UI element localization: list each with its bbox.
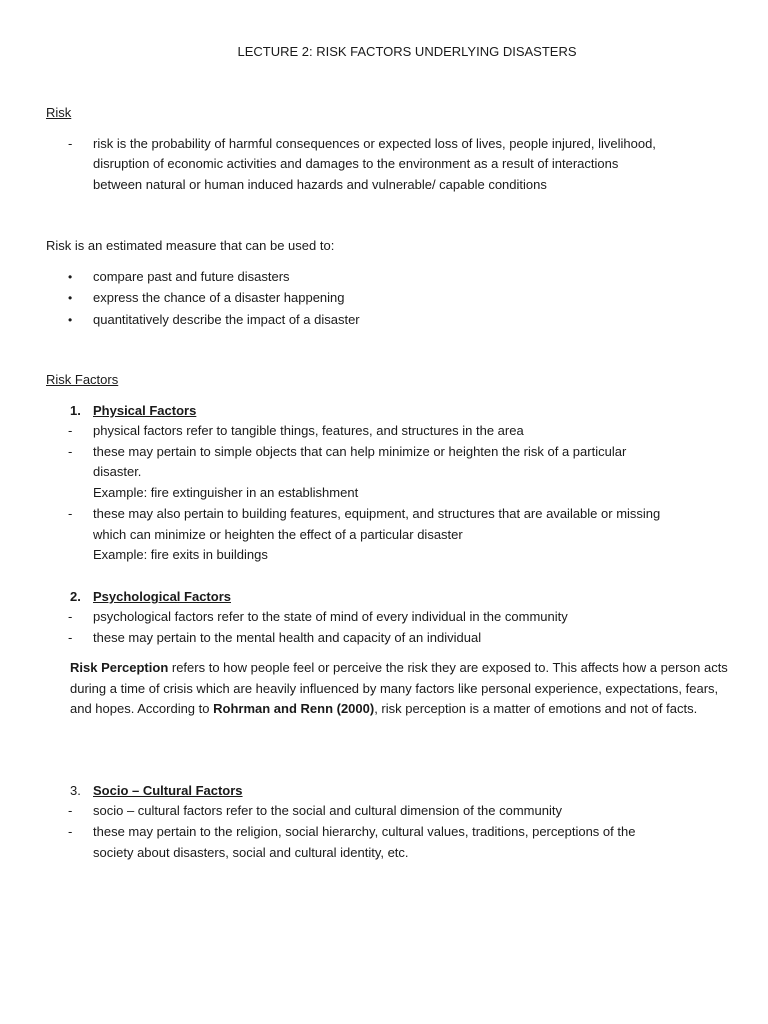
dash-marker: - [68, 444, 73, 459]
socio-cultural-line: socio – cultural factors refer to the social and cultural dimension of the community [93, 803, 562, 818]
psychological-line: psychological factors refer to the state of mind of every individual in the community [93, 609, 568, 624]
physical-line: disaster. [93, 464, 142, 479]
risk-heading: Risk [46, 105, 72, 120]
dash-marker: - [68, 630, 73, 645]
page-title: LECTURE 2: RISK FACTORS UNDERLYING DISASTERS [237, 44, 577, 59]
socio-cultural-line: these may pertain to the religion, social hierarchy, cultural values, traditions, perceptions of the [93, 824, 636, 839]
dash-marker: - [68, 423, 73, 438]
bullet-item: compare past and future disasters [93, 269, 290, 284]
physical-factors-heading: Physical Factors [93, 403, 197, 418]
psychological-factors-heading: Psychological Factors [93, 589, 231, 604]
risk-factors-heading: Risk Factors [46, 372, 119, 387]
socio-cultural-factors-heading: Socio – Cultural Factors [93, 783, 243, 798]
bullet-item: quantitatively describe the impact of a disaster [93, 312, 360, 327]
citation: Rohrman and Renn (2000) [213, 701, 375, 717]
physical-line: these may also pertain to building features, equipment, and structures that are available or missing [93, 506, 661, 521]
dash-marker: - [68, 609, 73, 624]
risk-perception-text: refers to how people feel or perceive the risk they are exposed to. This affects how a person acts during a time of crisis which are heavily influenced by many factors like personal experience, expectations, fears, and hopes. According to [70, 660, 728, 717]
risk-definition-line: risk is the probability of harmful consequences or expected loss of lives, people injured, livelihood, [93, 136, 656, 151]
socio-cultural-line: society about disasters, social and cultural identity, etc. [93, 845, 409, 860]
bullet-icon: • [68, 291, 73, 305]
dash-marker: - [68, 824, 73, 839]
risk-definition-line: between natural or human induced hazards and vulnerable/ capable conditions [93, 177, 547, 192]
dash-marker: - [68, 803, 73, 818]
dash-marker: - [68, 506, 73, 521]
risk-perception-term: Risk Perception [70, 660, 169, 675]
list-number: 2. [70, 589, 81, 604]
physical-line: physical factors refer to tangible things, features, and structures in the area [93, 423, 524, 438]
list-number: 1. [70, 403, 81, 418]
risk-intro: Risk is an estimated measure that can be used to: [46, 238, 335, 253]
dash-marker: - [68, 136, 73, 151]
list-number: 3. [70, 783, 81, 798]
risk-perception-paragraph [70, 658, 730, 720]
risk-definition-line: disruption of economic activities and damages to the environment as a result of interactions [93, 156, 619, 171]
risk-perception-text-end: , risk perception is a matter of emotions and not of facts. [374, 701, 698, 717]
bullet-icon: • [68, 270, 73, 284]
physical-line: these may pertain to simple objects that can help minimize or heighten the risk of a particular [93, 444, 627, 459]
physical-example: Example: fire extinguisher in an establishment [93, 485, 359, 500]
physical-line: which can minimize or heighten the effect of a particular disaster [93, 527, 463, 542]
bullet-item: express the chance of a disaster happening [93, 290, 345, 305]
psychological-line: these may pertain to the mental health and capacity of an individual [93, 630, 482, 645]
bullet-icon: • [68, 313, 73, 327]
physical-example: Example: fire exits in buildings [93, 547, 268, 562]
